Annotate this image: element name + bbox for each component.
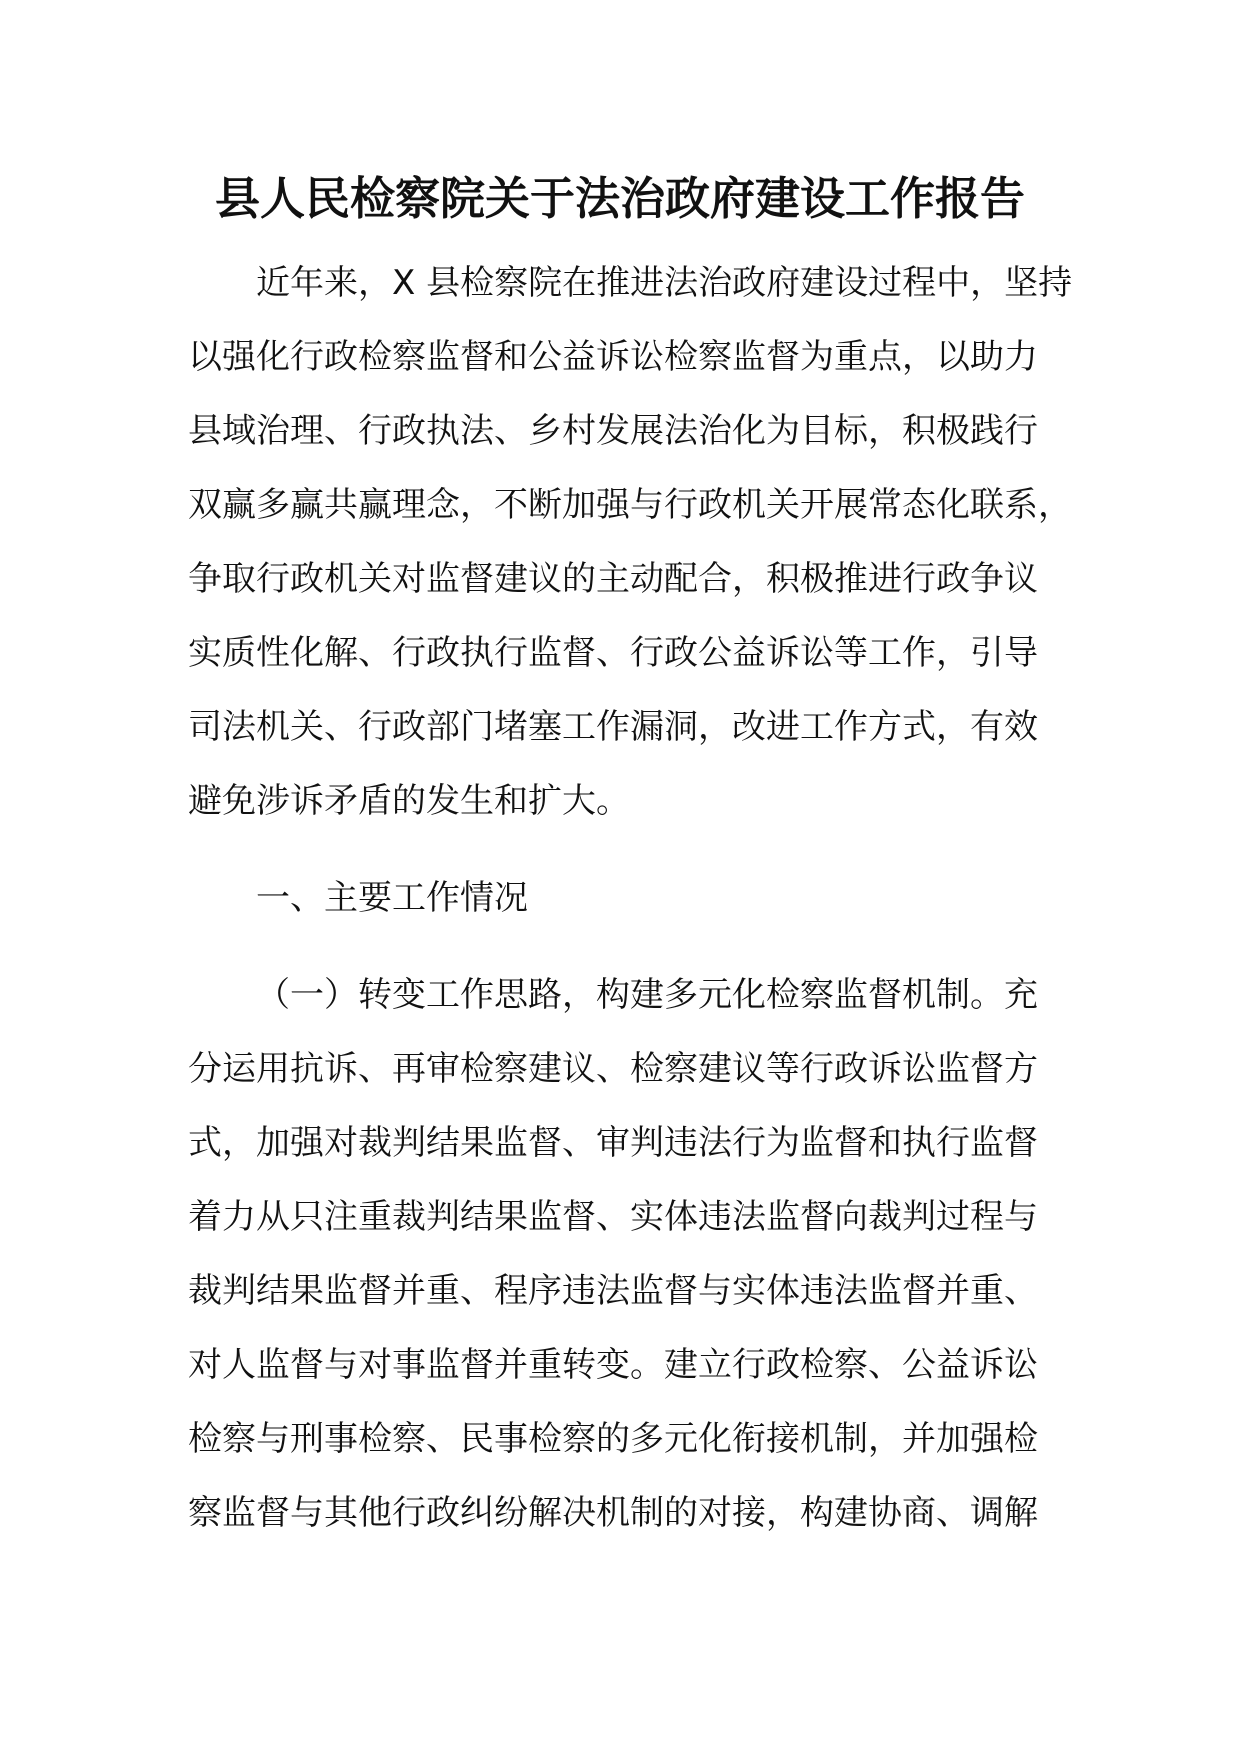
paragraph-line: 双赢多赢共赢理念，不断加强与行政机关开展常态化联系， [188,485,1072,525]
paragraph-line: 式，加强对裁判结果监督、审判违法行为监督和执行监督 [188,1123,1038,1163]
paragraph-line: （一）转变工作思路，构建多元化检察监督机制。充 [256,975,1038,1015]
section-heading: 一、主要工作情况 [256,878,528,918]
paragraph-line: 争取行政机关对监督建议的主动配合，积极推进行政争议 [188,559,1038,599]
paragraph-line: 实质性化解、行政执行监督、行政公益诉讼等工作，引导 [188,633,1038,673]
paragraph-line: 近年来，X 县检察院在推进法治政府建设过程中，坚持 [256,263,1073,303]
paragraph-line: 检察与刑事检察、民事检察的多元化衔接机制，并加强检 [188,1419,1038,1459]
paragraph-line: 裁判结果监督并重、程序违法监督与实体违法监督并重、 [188,1271,1038,1311]
paragraph-line: 避免涉诉矛盾的发生和扩大。 [188,781,630,821]
paragraph-line: 以强化行政检察监督和公益诉讼检察监督为重点，以助力 [188,337,1038,377]
paragraph-gap [188,838,1088,861]
paragraph-line: 察监督与其他行政纠纷解决机制的对接，构建协商、调解 [188,1493,1038,1533]
paragraph-line: 着力从只注重裁判结果监督、实体违法监督向裁判过程与 [188,1197,1038,1237]
paragraph-gap [188,935,1088,958]
paragraph-line: 分运用抗诉、再审检察建议、检察建议等行政诉讼监督方 [188,1049,1038,1089]
document-body [188,246,1088,1550]
paragraph-line: 县域治理、行政执法、乡村发展法治化为目标，积极践行 [188,411,1038,451]
paragraph-line: 对人监督与对事监督并重转变。建立行政检察、公益诉讼 [188,1345,1038,1385]
paragraph-line: 司法机关、行政部门堵塞工作漏洞，改进工作方式，有效 [188,707,1038,747]
document-title: 县人民检察院关于法治政府建设工作报告 [214,172,1025,225]
